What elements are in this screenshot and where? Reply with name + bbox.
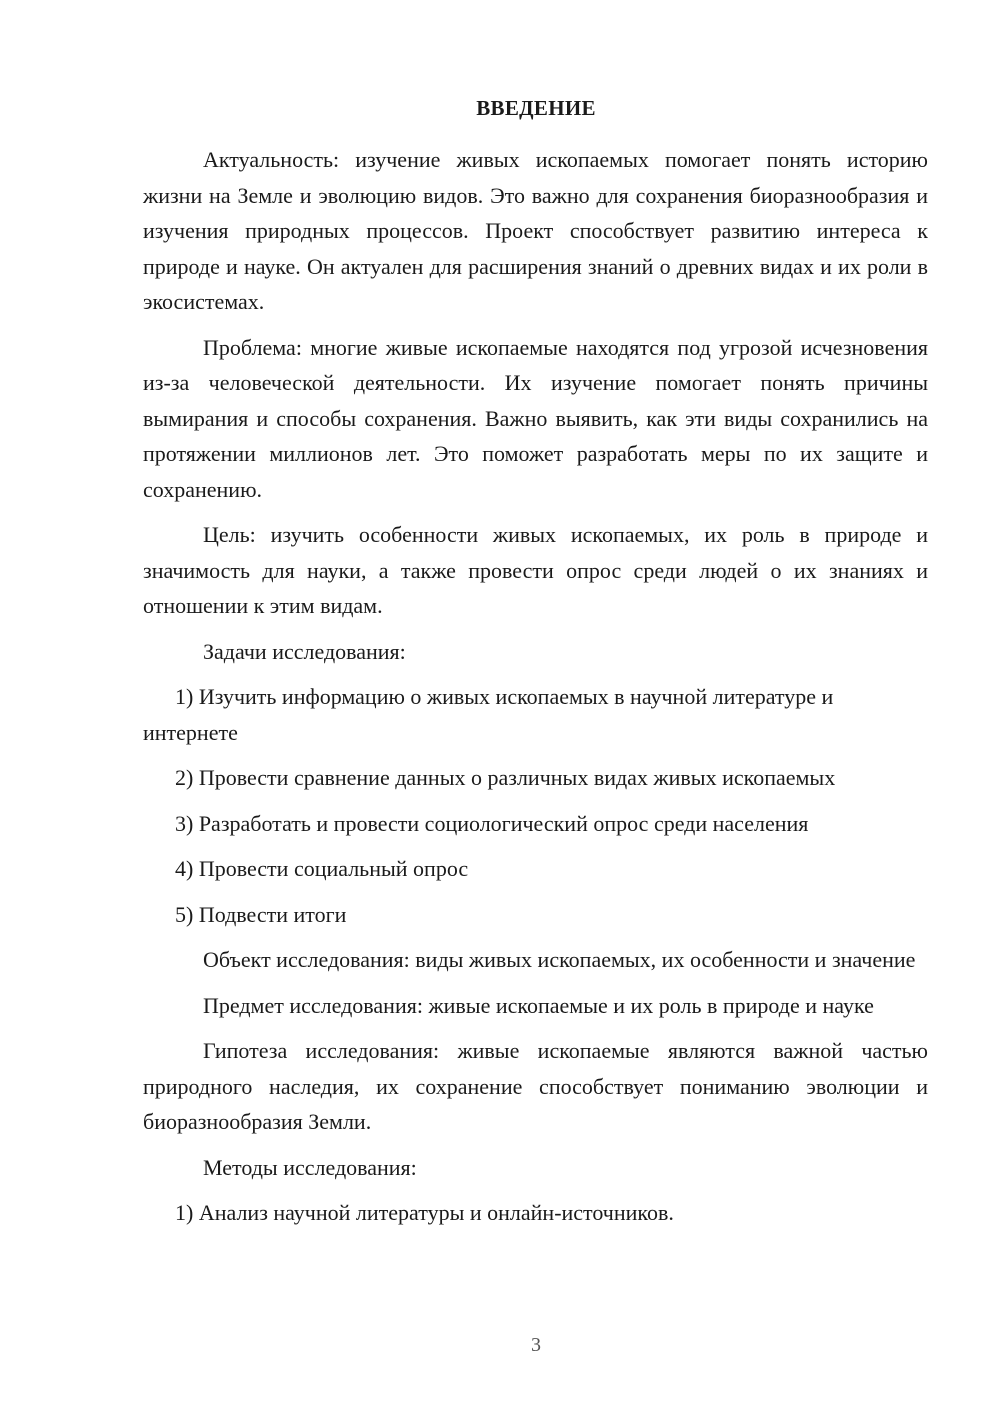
task-item-2: 2) Провести сравнение данных о различных видах живых ископаемых (175, 765, 836, 790)
problem-paragraph: Проблема: многие живые ископаемые находятся под угрозой исчезновения из-за человеческой деятельности. Их изучение помогает понять причины вымирания и способы сохранения. Важно выявить, как эти виды сохранились на протяжении миллионов лет. Это поможет разработать меры по их защите и сохранению. (143, 334, 928, 502)
subject-paragraph: Предмет исследования: живые ископаемые и их роль в природе и науке (203, 992, 874, 1018)
methods-heading: Методы исследования: (203, 1154, 417, 1180)
page-number: 3 (531, 1334, 541, 1356)
object-paragraph: Объект исследования: виды живых ископаемых, их особенности и значение (203, 947, 916, 972)
document-body (143, 142, 928, 1241)
task-item-3: 3) Разработать и провести социологический опрос среди населения (175, 810, 809, 836)
tasks-heading: Задачи исследования: (203, 638, 406, 664)
method-item-1: 1) Анализ научной литературы и онлайн-источников. (175, 1200, 674, 1225)
goal-paragraph: Цель: изучить особенности живых ископаемых, их роль в природе и значимость для науки, а также провести опрос среди людей о их знаниях и отношении к этим видам. (143, 522, 928, 618)
task-item-5: 5) Подвести итоги (175, 901, 347, 927)
task-item-4: 4) Провести социальный опрос (175, 856, 469, 881)
task-item-1: 1) Изучить информацию о живых ископаемых в научной литературе и интернете (143, 684, 834, 745)
hypothesis-paragraph: Гипотеза исследования: живые ископаемые являются важной частью природного наследия, их сохранение способствует пониманию эволюции и биоразнообразия Земли. (143, 1038, 928, 1134)
section-title: ВВЕДЕНИЕ (476, 96, 596, 120)
relevance-paragraph: Актуальность: изучение живых ископаемых помогает понять историю жизни на Земле и эволюцию видов. Это важно для сохранения биоразнообразия и изучения природных процессов. Проект способствует развитию интереса к природе и науке. Он актуален для расширения знаний о древних видах и их роли в экосистемах. (143, 147, 928, 314)
